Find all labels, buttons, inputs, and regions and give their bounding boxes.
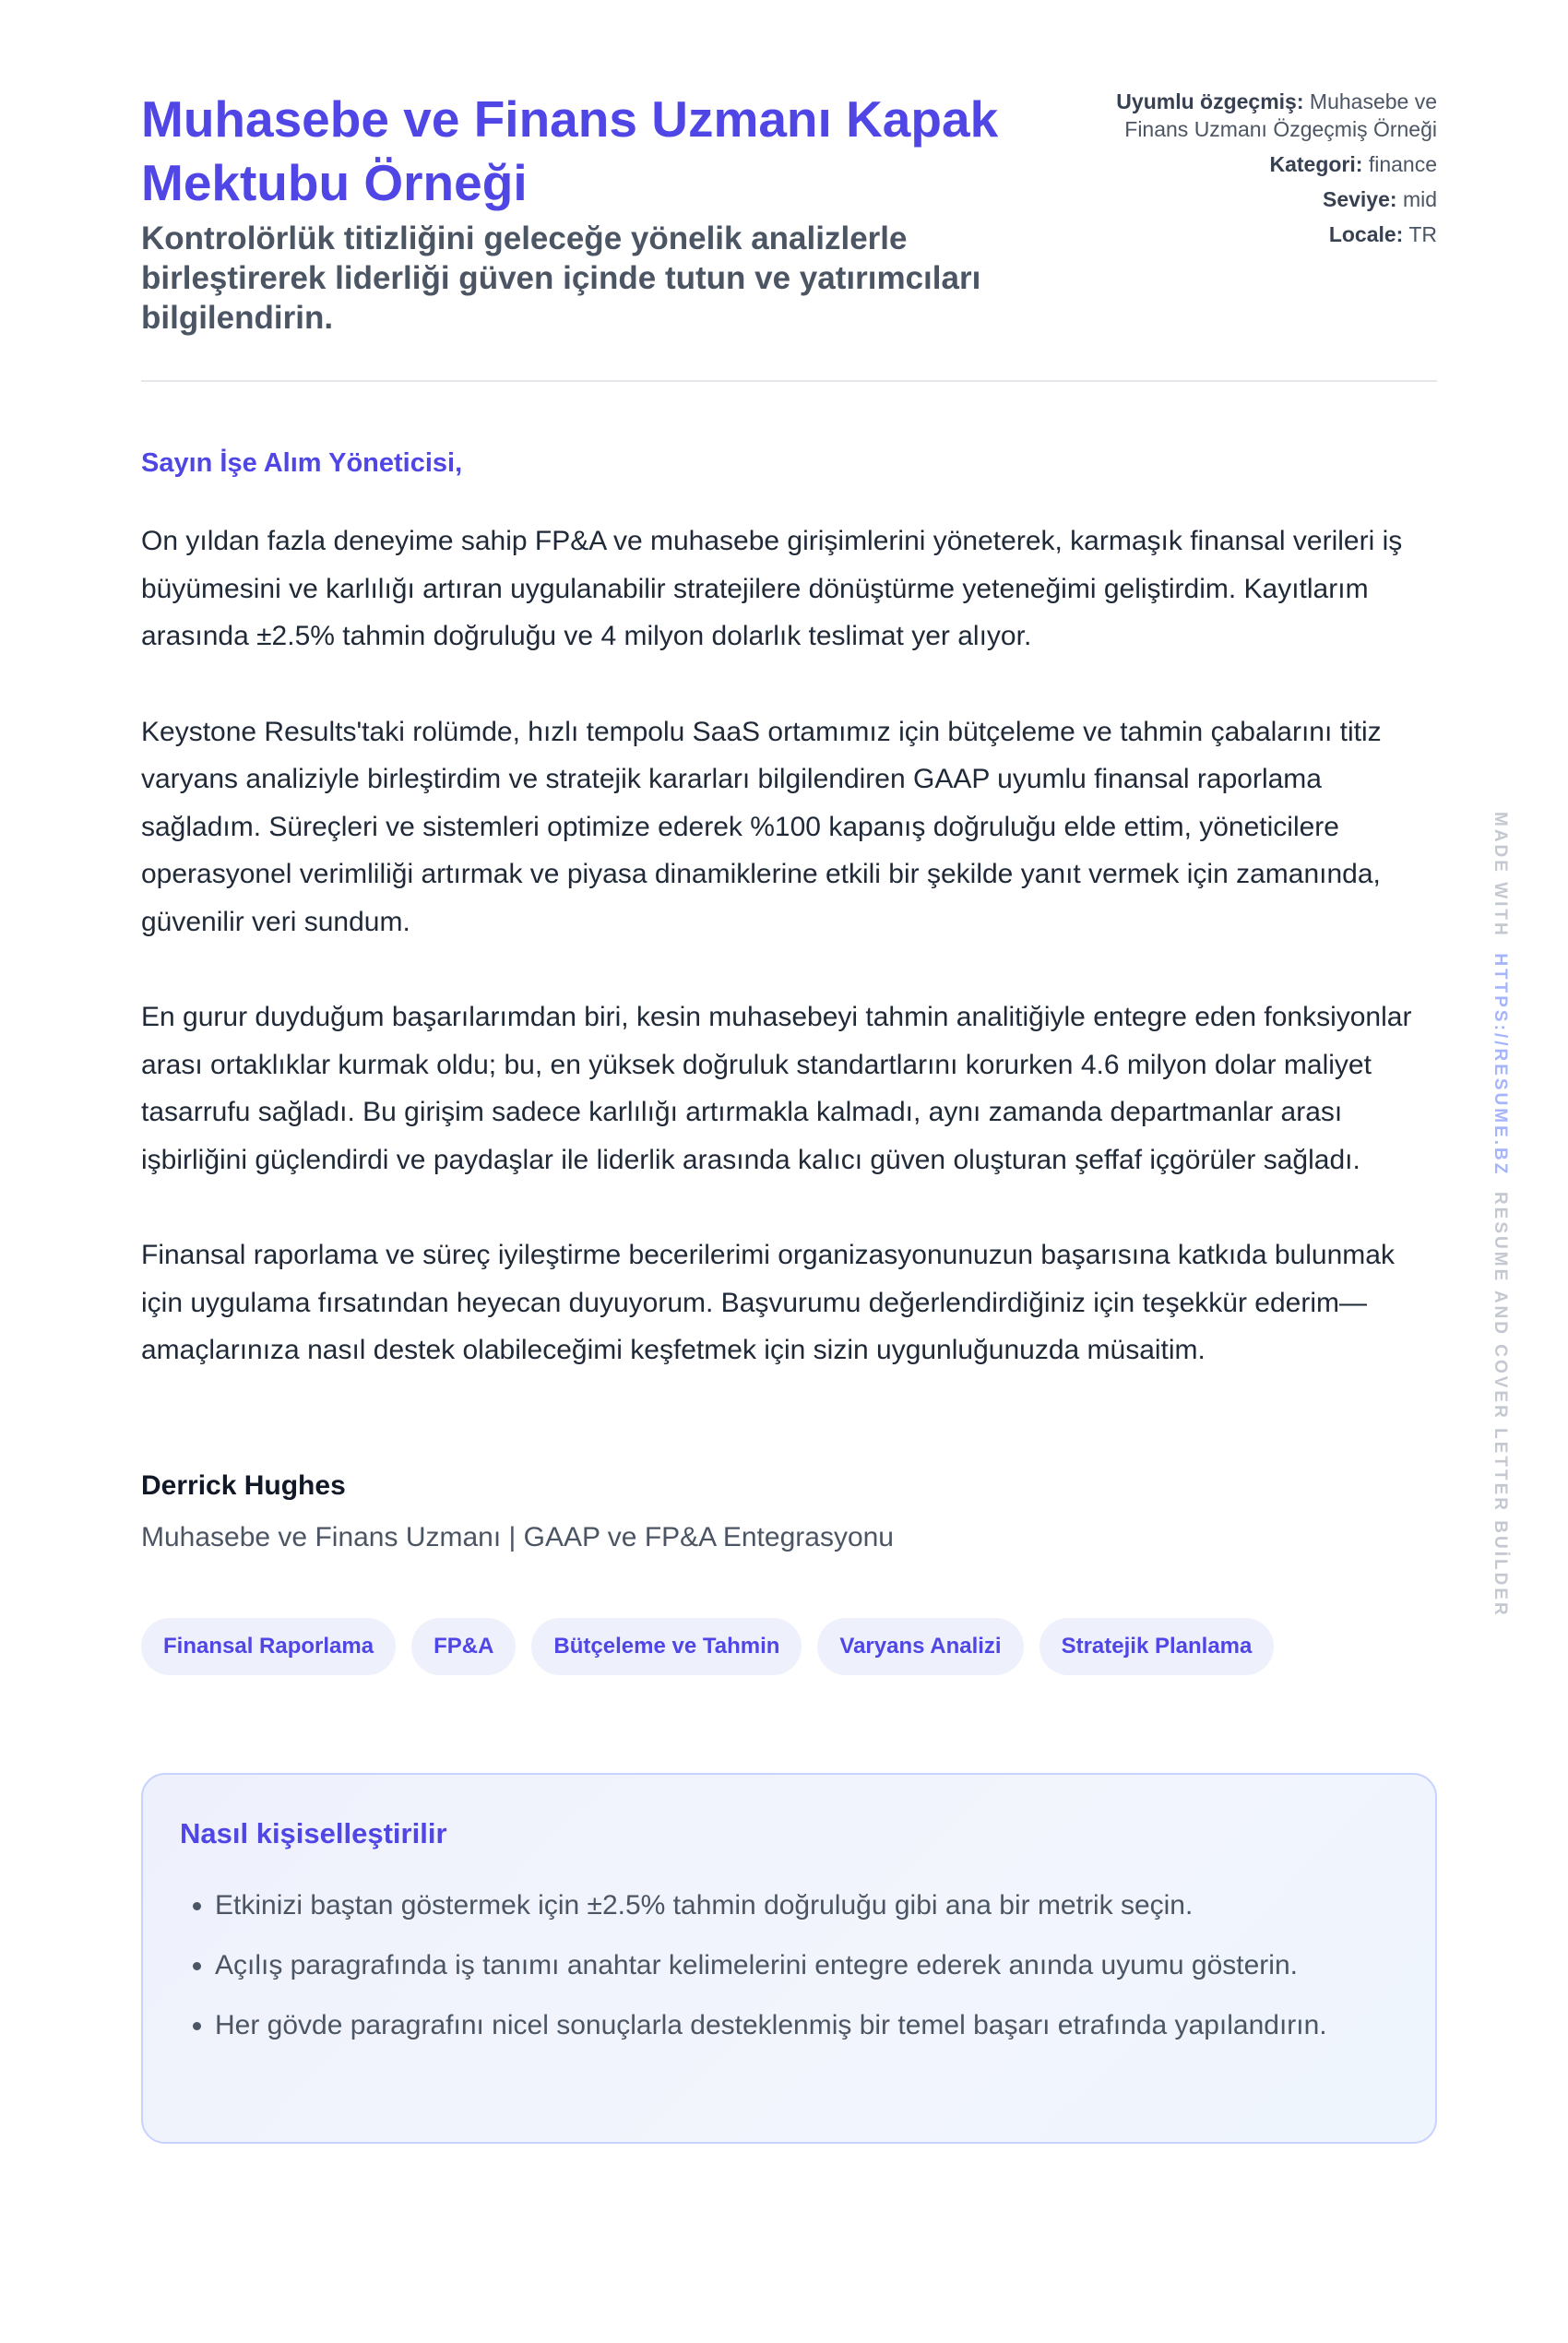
meta-compatible-resume — [1096, 88, 1437, 143]
meta-category — [1096, 150, 1437, 178]
meta-value: mid — [1402, 187, 1437, 211]
signature-title: Muhasebe ve Finans Uzmanı | GAAP ve FP&A Entegrasyonu — [141, 1521, 894, 1552]
signature-name: Derrick Hughes — [141, 1469, 346, 1501]
header-left — [141, 88, 1063, 338]
tips-title: Nasıl kişiselleştirilir — [180, 1816, 447, 1849]
skill-tag: FP&A — [411, 1618, 516, 1675]
side-brand-watermark — [1490, 812, 1510, 1618]
header — [141, 88, 1437, 382]
letter-paragraph: Finansal raporlama ve süreç iyileştirme becerilerimi organizasyonunuzun başarısına katkıda bulunmak için uygulama fırsatından heyecan duyuyorum. Başvurumu değerlendirdiğiniz için teşekkür ederim—amaçlarınıza nasıl destek olabileceğimi keşfetmek için sizin uygunluğunuzda müsaitim. — [141, 1240, 1395, 1365]
tips-item: • Etkinizi baştan göstermek için ±2.5% tahmin doğruluğu gibi ana bir metrik seçin. — [215, 1882, 1398, 1929]
meta-key: Uyumlu özgeçmiş: — [1116, 89, 1304, 113]
letter-paragraph: Keystone Results'taki rolümde, hızlı tempolu SaaS ortamımız için bütçeleme ve tahmin çabalarını titiz varyans analiziyle birleştirdim ve stratejik kararları bilgilendiren GAAP uyumlu finansal raporlama sağladım. Süreçleri ve sistemleri optimize ederek %100 kapanış doğruluğu elde ettim, yöneticilere operasyonel verimliliği artırmak ve piyasa dinamiklerine etkili bir şekilde yanıt vermek için zamanında, güvenilir veri sundum. — [141, 716, 1382, 937]
cover-letter-page — [141, 88, 1437, 2144]
letter-paragraph: En gurur duyduğum başarılarımdan biri, kesin muhasebeyi tahmin analitiğiyle entegre eden fonksiyonlar arası ortaklıklar kurmak oldu; bu, en yüksek doğruluk standartlarını korurken 4.6 milyon dolar maliyet tasarrufu sağladı. Bu girişim sadece karlılığı artırmakla kalmadı, aynı zamanda departmanlar arası işbirliğini güçlendirdi ve paydaşlar ile liderlik arasında kalıcı güven oluşturan şeffaf içgörüler sağladı. — [141, 1002, 1412, 1175]
meta-locale — [1096, 220, 1437, 248]
brand-suffix: RESUME AND COVER LETTER BUİLDER — [1491, 1191, 1510, 1618]
letter-greeting: Sayın İşe Alım Yöneticisi, — [141, 448, 463, 478]
meta-value: finance — [1368, 152, 1437, 176]
meta-key: Kategori: — [1269, 152, 1363, 176]
tips-list — [180, 1882, 1398, 2049]
skill-tag: Finansal Raporlama — [141, 1618, 396, 1675]
skill-tag: Stratejik Planlama — [1039, 1618, 1275, 1675]
letter-paragraph: On yıldan fazla deneyime sahip FP&A ve muhasebe girişimlerini yöneterek, karmaşık finansal verileri iş büyümesini ve karlılığı artıran uygulanabilir stratejilere dönüştürme yeteneğimi geliştirdim. Kayıtlarım arasında ±2.5% tahmin doğruluğu ve 4 milyon dolarlık teslimat yer alıyor. — [141, 526, 1403, 651]
skill-tags — [141, 1618, 1437, 1675]
meta-value: Muhasebe ve Finans Uzmanı Özgeçmiş Örneği — [1124, 89, 1437, 141]
meta-key: Seviye: — [1322, 187, 1397, 211]
tips-item: • Açılış paragrafında iş tanımı anahtar kelimelerini entegre ederek anında uyumu gösterin. — [215, 1942, 1398, 1989]
meta-key: Locale: — [1328, 222, 1404, 246]
page-subtitle: Kontrolörlük titizliğini geleceğe yönelik analizlerle birleştirerek liderliği güven içinde tutun ve yatırımcıları bilgilendirin. — [141, 220, 981, 336]
skill-tag: Varyans Analizi — [817, 1618, 1023, 1675]
brand-prefix: MADE WITH — [1491, 812, 1510, 938]
personalization-tips-box — [141, 1773, 1437, 2144]
skill-tag: Bütçeleme ve Tahmin — [531, 1618, 802, 1675]
meta-value: TR — [1408, 222, 1437, 246]
meta-level — [1096, 185, 1437, 213]
page-title: Muhasebe ve Finans Uzmanı Kapak Mektubu Örneği — [141, 90, 999, 211]
brand-link[interactable]: HTTPS://RESUME.BZ — [1491, 953, 1510, 1177]
tips-item: • Her gövde paragrafını nicel sonuçlarla desteklenmiş bir temel başarı etrafında yapılandırın. — [215, 2002, 1398, 2049]
meta-panel — [1096, 88, 1437, 256]
